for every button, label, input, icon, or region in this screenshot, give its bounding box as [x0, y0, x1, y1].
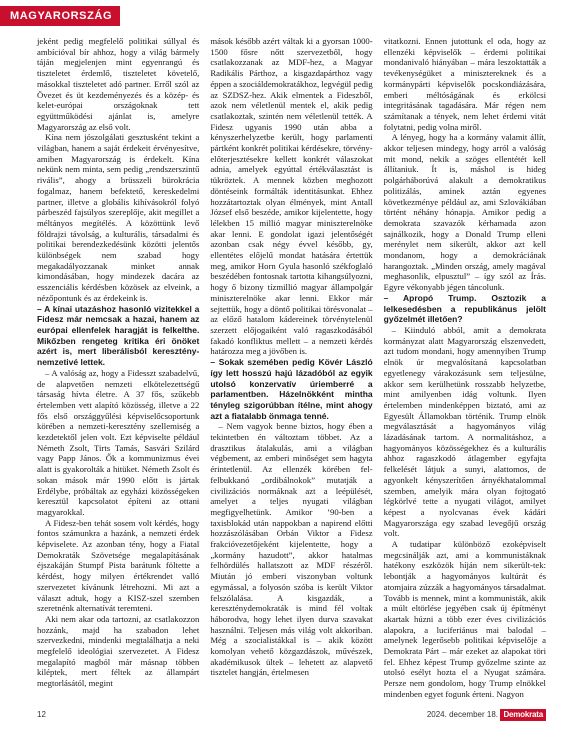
- interview-question: – Sokak szemében pedig Kövér László így lett hosszú hajú lázadóból az egyik utolsó konzervatív úriemberré a parlamentben. Házelnökként mintha tényleg szigorúbban ítélne, mint ahogy azt a fiatalabb önmaga tenné.: [210, 357, 373, 421]
- body-paragraph: – Kiinduló abból, amit a demokrata kormányzat alatt Magyarország elszenvedett, azt tudom mondani, hogy amennyiben Trump elnök úr megvalósítaná kapcsolatban egyetlenegy várakozásunk sem teljesülne, akkor sem kerülhetünk rosszabb helyzetbe, mint amilyenben idág voltunk. Ilyen értelemben mindenképpen biztató, ami az Egyesült Államokban történik. Trump elnök megválasztását a hagyományos világ lázadásának tartom. A normalitáshoz, a hagyományos közösségekhez és a kulturális ahhoz ragaszkodó átlagember egyfajta felkelését látjuk a sunyi, alattomos, de agyonkelt kényszerítően árnyékhatalommal szemben, amelyik mára olyan fojtogató légkörlvé tette a nyugati világot, amilyet képest a nyolcvanas évek kádári Magyarországa egy szabad levegőjű ország volt.: [383, 324, 546, 539]
- issue-date: 2024. december 18.: [426, 710, 498, 719]
- magazine-logo: Demokrata: [500, 709, 546, 721]
- body-paragraph: A Fidesz-ben tehát sosem volt kérdés, hogy fontos számunkra a hazánk, a nemzeti érdek képviselete. Az azonban tény, hogy a Fiatal Demokraták Szövetsége megalapításának éjszakáján Stumpf Pista barátunk föltette a kérdést, hogy milyen értékrendet valló szervezetet kívánunk létrehozni. Mi azt a választ adtuk, hogy a KISZ-szel szemben szeretnénk alternatívát teremteni.: [37, 517, 200, 614]
- body-paragraph: vitatkozni. Ennen jutottunk el oda, hogy az ellenzéki képviselők – érdemi politikai mondanivaló hiányában – mára leszoktatták a tevékenységüket a minisztereknek és a kormánypárti képviselők pocskondiázására, emberi méltóságának és erkölcsi integritásának tagadására. Már régen nem számítanak a tények, nem lehet érdemi vitát folytatni, pedig volna miről.: [383, 36, 546, 132]
- text-column-1: [37, 36, 199, 692]
- body-paragraph: – Nem vagyok benne biztos, hogy ében a tekintetben én változtam többet. Az a drasztikus átalakulás, ami a világban végbement, az emberi minőséget sem hagyta érintetlenül. Az ellenzék körében fel-felbukkanó „ordibálnokok” mutatják a civilizációs normáknak azt a leépülését, amelyet a teljes nyugati világban megfigyelhetünk. Amikor ’90-ben a taxisblokád után nappokban a napirend előtti hozzászólásában Orbán Viktor a Fidesz frakcióvezetőjeként kijelentette, hogy a „kormány hazudott”, akkor hatalmas felhördülés hallatszott az MDF részéről. Miután jó emberi viszonyban voltunk egymással, a folyosón szóba is került Viktor felszólalása. A kisgazdák, a kereszténydemokraták is mind fél voltak háborodva, hogy lehet ilyen durva szavakat használni. Teljesen más világ volt akkoriban. Még a szocialistákkal is – akik között komolyan vehető közgazdászok, művészek, akadémikusok ültek – lehetett az alapvető tisztelet hangján, értelmesen: [210, 421, 373, 678]
- section-label: MAGYARORSZÁG: [0, 6, 120, 26]
- body-paragraph: mások később azért váltak ki a gyorsan 1000-1500 fősre nőtt szervezetből, hogy csatlakozzanak az MDF-hez, a Magyar Radikális Párthoz, a kisgazdapárthoz vagy éppen a szociáldemokratákhoz, legvégül pedig az SZDSZ-hez. Akik elmentek a Fideszből, azok nem véletlenül mentek el, akik pedig csatlakoztak, szintén nem véletlenül tették. A Fidesz ugyanis 1990 után abba a kényszerhelyzetbe került, hogy parlamenti pártként konkrét politikai kérdésekre, törvény-előterjesztésekre kellett konkrét válaszokat adnia, amelyek egyúttal értékválasztást is tükröztek. A mennek közben meghozott döntéseink formálták identitásunkat. Ehhez hozzátartoztak olyan élmények, mint Antall József első beszéde, amikor kijelentette, hogy lélekben 15 millió magyar miniszterelnöke akar lenni. E gondolat igazi jelentőségét azonban csak négy évvel később, gy, ellentétes előjelű mondat hatására értettük meg, amikor Horn Gyula hasonló székfoglaló beszédében fontosnak tartotta kihangsúlyozni, hogy ő bizony tízmillió magyar állampolgár miniszterelnöke akar lenni. Ekkor már sejtettük, hogy a döntő politikai törésvonalat – az előző hatalom kádereinek törvénytelenül szerzett előjogaiként való ragaszkodásából fakadó konfliktus mellett – a nemzeti kérdés határozza meg a jövőben is.: [210, 36, 373, 357]
- interview-question: – Apropó Trump. Osztozik a lelkesedésben a republikánus jelölt győzelmét illetően?: [383, 292, 546, 325]
- page-footer: [37, 708, 546, 722]
- body-paragraph: A lényeg, hogy ha a kormány valamit állít, akkor teljesen mindegy, hogy arról a valóság mit mond, nekik a szöges ellentétét kell állítaniuk. Ít is, máshol is hideg polgárháborúvá alakult a demokratikus politizálás, aminek aztán egyenes következménye például az, ami Szlovákiában történt néhány hónapja. Amikor pedig a demokrata szavazók kérhamada azon sajnálkozik, hogy a Donald Trump elleni merénylet nem sikerült, akkor azt kell mondanom, hogy a demokráciának harangoztak. „Minden ország, amely magával meghasonlik, elpusztul” – így szól az Írás. Egyre vékonyabb jégen táncolunk.: [383, 132, 546, 293]
- body-paragraph: Aki nem akar oda tartozni, az csatlakozzon hozzánk, majd ha szabadon lehet szervezkedni, mindenki megtalálhatja a neki megfelelő ideológiai szervezetet. A Fidesz megalapító magból már másnap többen kiléptek, mert féltek az állampárt megtorlásától, megint: [37, 613, 200, 689]
- text-column-2: [210, 36, 372, 692]
- page-number: 12: [37, 710, 46, 719]
- interview-question: – A kínai utazáshoz hasonló vizitekkel a Fidesz már nemcsak a hazai, hanem az európai ellenfelek haragját is felkelthe. Mikőzben rengeteg kritika éri önöket azért is, mert liberálisból keresztény-nemzetivé lettek.: [37, 303, 200, 368]
- body-paragraph: A tudatipar különböző ezoképviselt megcsinálják azt, ami a kommunistáknak hatékony eszközök híján nem sikerült-tek: lebontják a hagyományos kultúrát és atomjaira zúzzák a hagyományos társadalmat. Tovább is mennek, mint a kommunisták, akik a múlt eltörlése jegyében csak új építményt akartak húzni a több ezer éves civilizációs alapokra, a luciferiánus mai balodal – amelynek legerősebb politikai képviselője a Demokrata Párt – már ezeket az alapokat töri fel. Ehhez képest Trump győzelme szinte az utolsó esélyt hozta el a Nyugat számára. Persze nem gondolom, hogy Trump elnökkel mindenben egyet fogunk érteni. Nagyon: [383, 539, 546, 699]
- body-paragraph: – A valóság az, hogy a Fidesszt szabadelvű, de alapvetően nemzeti elkötelezettségű társaság hívta életre. A 37 fős, szűkebb értelemben vett alapító közösség, illetve a 22 fős első országgyűlési képviselőcsoportunk körében a nemzeti-keresztény szellemiség a kezdetektől jelen volt. Ezt képviselte például Németh Zsolt, Tirts Tamás, Sasvári Szilárd vagy Papp János. Ők a kommunizmus évei alatt is gyakorolták a hitüket. Németh Zsolt és sokan mások már 1990 előtt is jártak Erdélybe, próbáltak az egyházi közösségeken keresztül kapcsolatot építeni az ottani magyarokkal.: [37, 367, 200, 517]
- article-body: [37, 36, 546, 699]
- body-paragraph: jeként pedig megfelelő politikai súllyal és ambícióval bír ahhoz, hogy a világ bármely táján megjelenjen mint egyenrangú és tiszteletet érdemlő, tiszteletet követelő, másokkal tiszteletet adó partner. Erről szól az Övezet és üt kezdeményezés és a közép- és kelet-európai országoknak tett együttműködési ajánlat is, amelyre Magyarország az első volt.: [37, 36, 200, 132]
- text-column-3: [383, 36, 546, 699]
- body-paragraph: Kína nem jószolgálati gesztusként tekint a világban, hanem a saját érdekeit érvényesítve, amiben Magyarország is érdekelt. Kína nekünk nem minta, sem pedig „rendszerszintű rivális”, ahogy a brüsszeli bürokrácia fogalmaz, hanem befektető, kereskedelmi partner, illetve a globális kihívásokról folyó párbeszéd fajsúlyos szereplője, akit megillet a méltányos megítélés. A közöttünk levő földrajzi távolság, a kulturális, társadalmi és politikai berendezkedésünk közötti jelentős különbségek nem szabad hogy megakadályozzanak minket annak kimondásában, hogy mindezek dacára az esszenciális kérdésben közösek az elveink, a nézőpontunk és az érdekeink is.: [37, 132, 200, 303]
